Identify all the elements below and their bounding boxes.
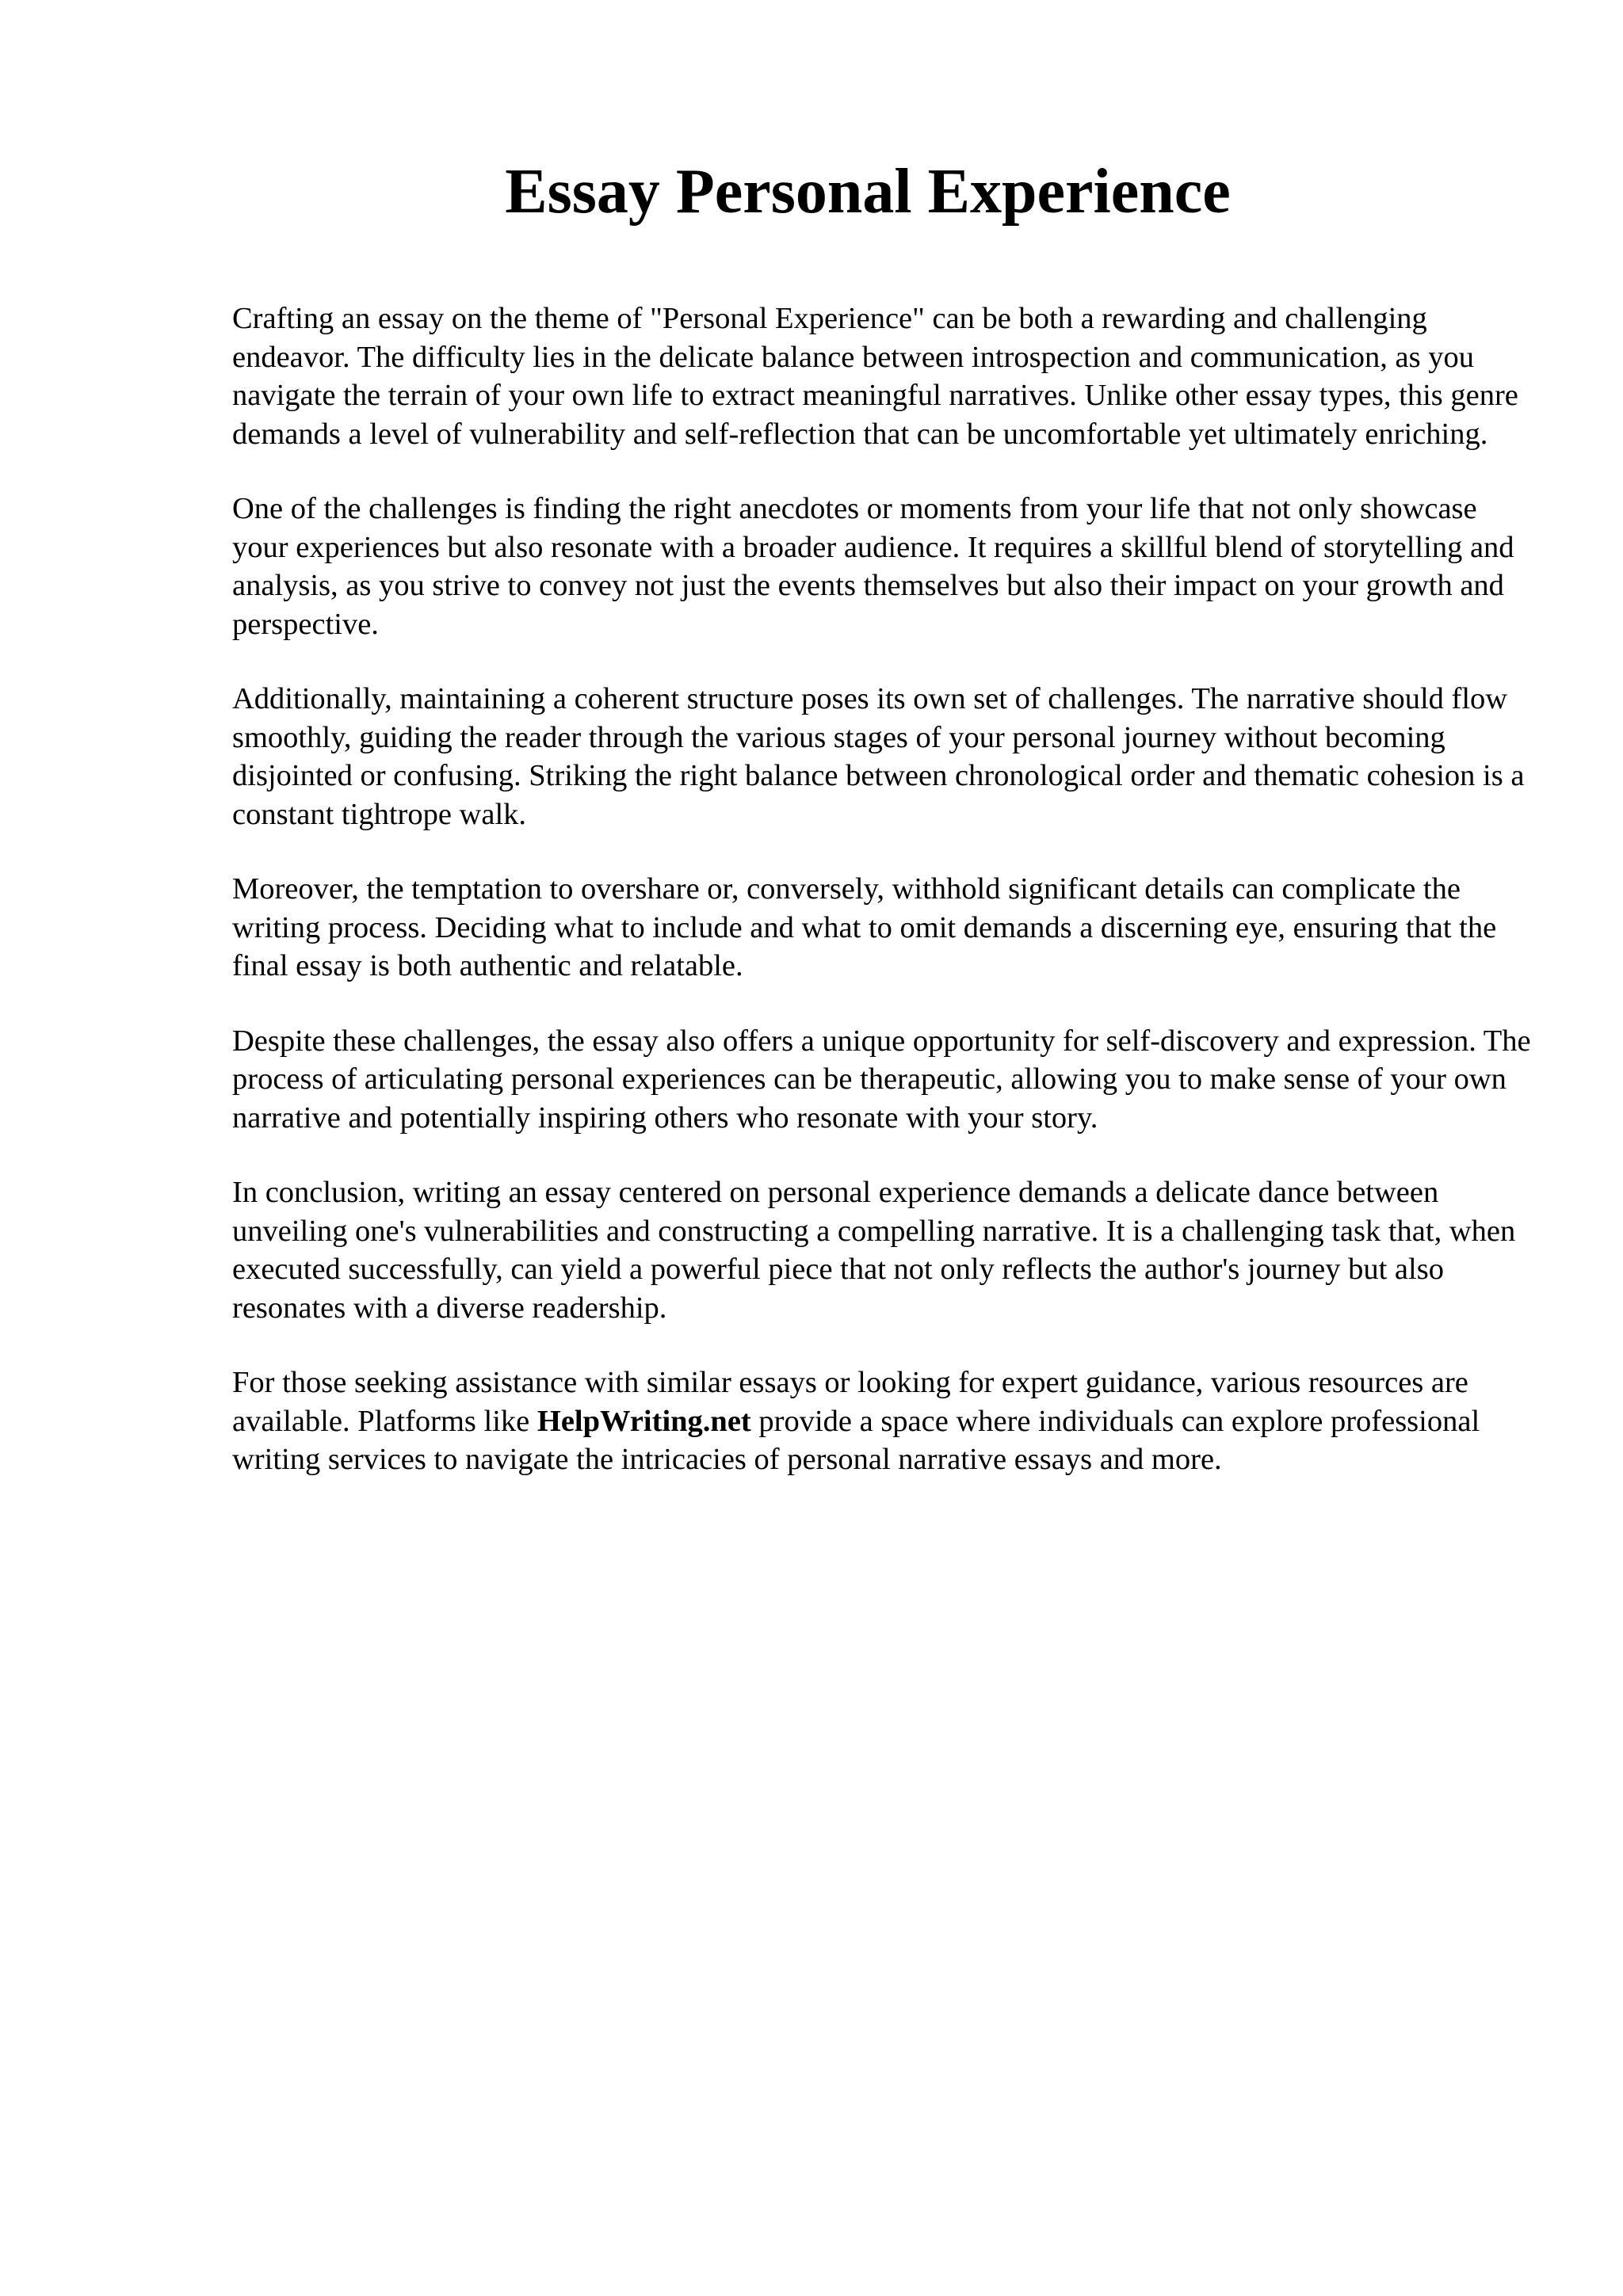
paragraph-3: Additionally, maintaining a coherent structure poses its own set of challenges. The narrative should flow smoothly, guiding the reader through the various stages of your personal journey without becoming disjointed or confusing. Striking the right balance between chronological order and thematic cohesion is a constant tightrope walk. xyxy=(232,682,1525,831)
paragraph-6: In conclusion, writing an essay centered on personal experience demands a delicate dance between unveiling one's vulnerabilities and constructing a compelling narrative. It is a challenging task that, when executed successfully, can yield a powerful piece that not only reflects the author's journey but also resonates with a diverse readership. xyxy=(232,1176,1516,1325)
page-title: Essay Personal Experience xyxy=(505,157,1231,227)
paragraph-2: One of the challenges is finding the right anecdotes or moments from your life that not only showcase your experiences but also resonate with a broader audience. It requires a skillful blend of storytelling and analysis, as you strive to convey not just the events themselves but also their impact on your growth and perspective. xyxy=(232,492,1514,641)
paragraph-7-outro: provide a space where individuals can explore professional writing services to navigate the intricacies of personal narrative essays and more. xyxy=(232,1404,1480,1476)
brand-name: HelpWriting.net xyxy=(537,1404,751,1438)
paragraph-1: Crafting an essay on the theme of "Personal Experience" can be both a rewarding and challenging endeavor. The difficulty lies in the delicate balance between introspection and communication, as you navigate the terrain of your own life to extract meaningful narratives. Unlike other essay types, this genre demands a level of vulnerability and self-reflection that can be uncomfortable yet ultimately enriching. xyxy=(232,302,1518,451)
paragraph-7-intro: For those seeking assistance with similar essays or looking for expert guidance, various resources are available. Platforms like xyxy=(232,1366,1468,1438)
paragraph-4: Moreover, the temptation to overshare or, conversely, withhold significant details can complicate the writing process. Deciding what to include and what to omit demands a discerning eye, ensuring that the final essay is both authentic and relatable. xyxy=(232,872,1497,982)
paragraph-5: Despite these challenges, the essay also offers a unique opportunity for self-discovery and expression. The process of articulating personal experiences can be therapeutic, allowing you to make sense of your own narrative and potentially inspiring others who resonate with your story. xyxy=(232,1024,1531,1135)
essay-body xyxy=(232,299,1532,1516)
paragraph-7 xyxy=(232,1363,1532,1479)
